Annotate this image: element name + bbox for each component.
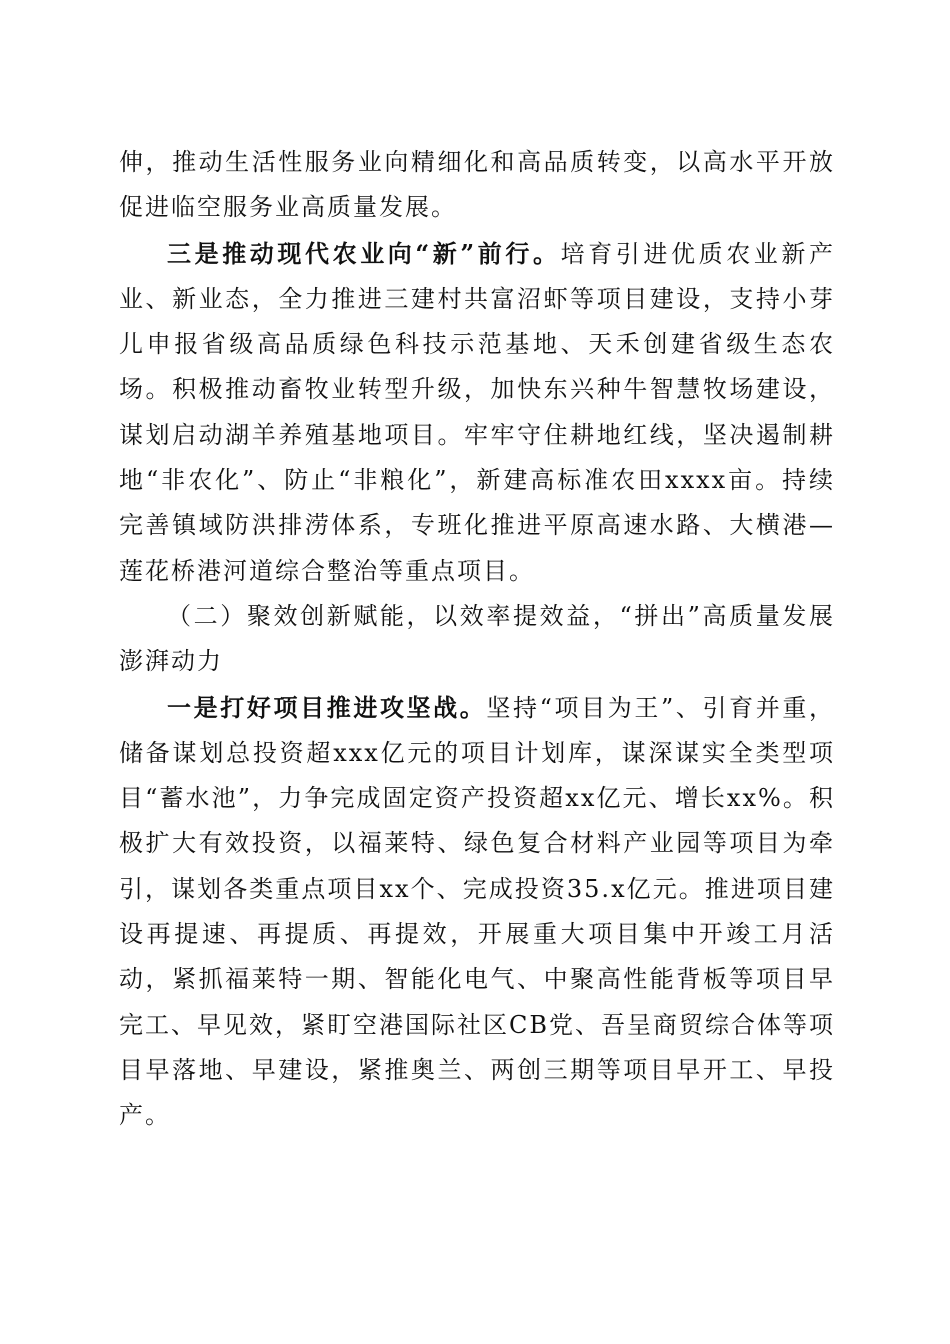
document-body bbox=[119, 140, 835, 1139]
paragraph-lead: 一是打好项目推进攻坚战。 bbox=[167, 692, 487, 722]
paragraph-modern-agriculture bbox=[119, 231, 835, 594]
paragraph-text: 培育引进优质农业新产业、新业态，全力推进三建村共富沼虾等项目建设，支持小芽儿申报省级高品质绿色科技示范基地、天禾创建省级生态农场。积极推动畜牧业转型升级，加快东兴种牛智慧牧场建设，谋划启动湖羊养殖基地项目。牢牢守住耕地红线，坚决遏制耕地“非农化”、防止“非粮化”，新建高标准农田xxxx亩。持续完善镇域防洪排涝体系，专班化推进平原高速水路、大横港—莲花桥港河道综合整治等重点项目。 bbox=[119, 239, 836, 585]
paragraph-text: 伸，推动生活性服务业向精细化和高品质转变，以高水平开放促进临空服务业高质量发展。 bbox=[119, 148, 835, 222]
heading-text: （二）聚效创新赋能，以效率提效益，“拼出”高质量发展澎湃动力 bbox=[119, 601, 835, 676]
paragraph-lead: 三是推动现代农业向“新”前行。 bbox=[167, 238, 561, 268]
section-heading bbox=[119, 594, 835, 685]
paragraph-continuation bbox=[119, 140, 835, 231]
paragraph-text: 坚持“项目为王”、引育并重，储备谋划总投资超xxx亿元的项目计划库，谋深谋实全类型项目“蓄水池”，力争完成固定资产投资超xx亿元、增长xx%。积极扩大有效投资，以福莱特、绿色复合材料产业园等项目为牵引，谋划各类重点项目xx个、完成投资35.x亿元。推进项目建设再提速、再提质、再提效，开展重大项目集中开竣工月活动，紧抓福莱特一期、智能化电气、中聚高性能背板等项目早完工、早见效，紧盯空港国际社区CB党、吾呈商贸综合体等项目早落地、早建设，紧推奥兰、两创三期等项目早开工、早投产。 bbox=[119, 693, 835, 1130]
paragraph-project-push bbox=[119, 685, 835, 1139]
